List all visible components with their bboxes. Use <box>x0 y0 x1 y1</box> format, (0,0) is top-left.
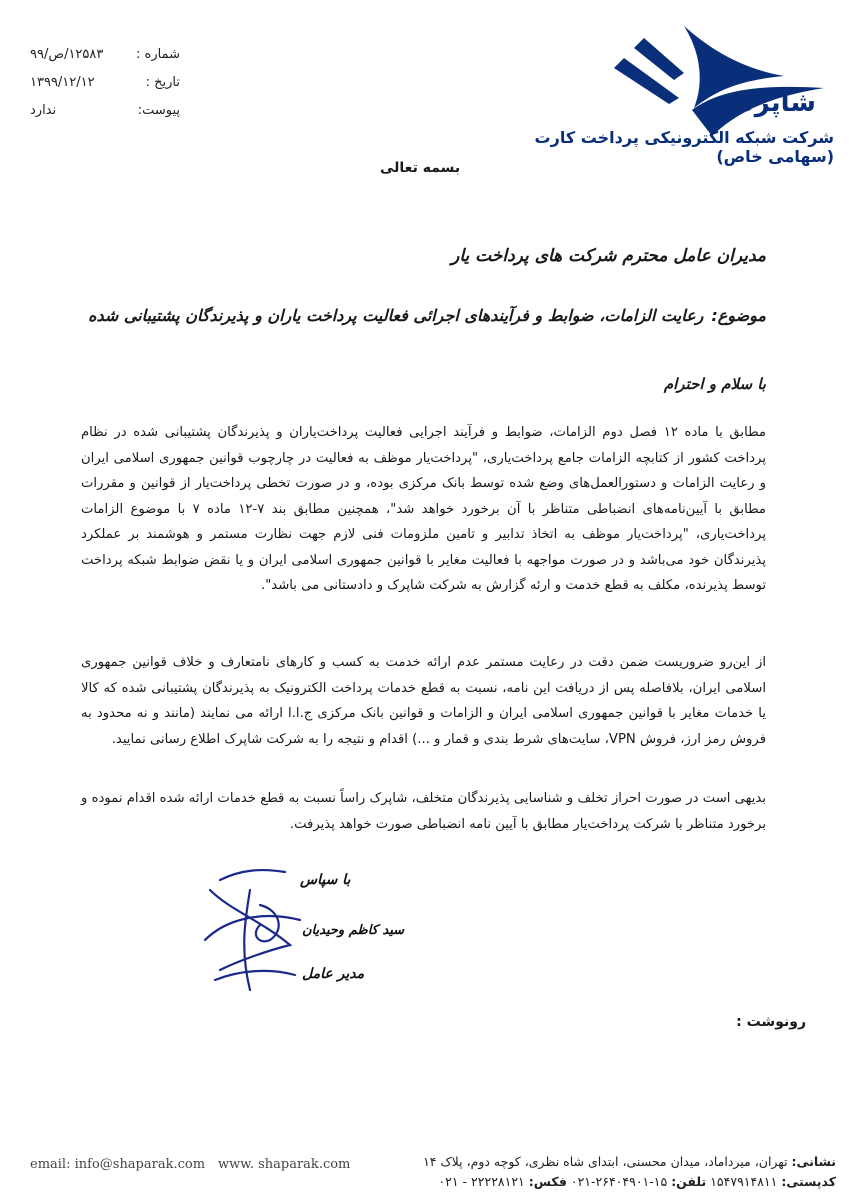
attachment-value: ندارد <box>30 102 57 118</box>
footer-address <box>366 1152 836 1192</box>
company-name: شرکت شبکه الکترونیکی پرداخت کارت (سهامی خاص) <box>534 128 834 166</box>
address-label: نشانی: <box>791 1154 836 1169</box>
meta-date <box>30 68 180 96</box>
fax-value: ۲۲۲۲۸۱۲۱ - ۰۲۱ <box>438 1174 525 1189</box>
footer-email[interactable]: email: info@shaparak.com <box>30 1157 206 1172</box>
fax-label: فکس: <box>528 1174 567 1189</box>
signature-line-2: سید کاظم وحیدیان <box>302 923 405 938</box>
signature-image <box>190 850 405 1000</box>
bismillah: بسمه تعالی <box>380 160 461 176</box>
address-line <box>366 1152 836 1172</box>
paragraph-1: مطابق با ماده ۱۲ فصل دوم الزامات، ضوابط و فرآیند اجرایی فعالیت پرداخت‌یاران و پذیرندگان پشتیبانی شده در نظام پرداخت کشور از کتابچه الزامات جامع پرداخت‌یاری، "پرداخت‌یار موظف به فعالیت در چارچوب قوانین جمهوری اسلامی ایران و رعایت الزامات و دستورالعمل‌های وضع شده توسط بانک مرکزی بوده، و در صورت تخطی پرداخت‌یار از قوانین و مقررات مطابق با آیین‌نامه‌های انضباطی متناظر با آن برخورد خواهد شد"، همچنین مطابق بند ۷-۱۲ ماده ۷ با موضوع الزامات پرداخت‌یاری، "پرداخت‌یار موظف به اتخاذ تدابیر و تامین ملزومات فنی لازم جهت نظارت مستمر و هوشمند بر عملکرد پذیرندگان خود می‌باشد و در صورت مواجهه با فعالیت مغایر با قوانین جمهوری اسلامی ایران و یا نقض ضوابط شبکه پرداخت توسط پذیرنده، مکلف به قطع خدمت و ارئه گزارش به شرکت شاپرک و دادستانی می باشد". <box>81 425 766 593</box>
footer-website[interactable]: www. shaparak.com <box>218 1157 351 1172</box>
subject-label: موضوع: <box>711 306 766 325</box>
paragraph-2: از این‌رو ضروریست ضمن دقت در رعایت مستمر عدم ارائه خدمت به کسب و کارهای نامتعارف و خلاف قوانین جمهوری اسلامی ایران، بلافاصله پس از دریافت این نامه، نسبت به قطع خدمات پرداخت الکترونیک به پذیرندگان پشتیبانی شده که کالا یا خدمات مغایر با قوانین جمهوری اسلامی ایران و الزامات و قوانین بانک مرکزی ج.ا.ا ارائه می نمایند (مانند و نه محدود به فروش رمز ارز، فروش VPN، سایت‌های شرط بندی و قمار و ...) اقدام و نتیجه را به شرکت شاپرک اطلاع رسانی نمایید. <box>81 655 766 747</box>
subject-line <box>88 306 766 325</box>
letter-meta <box>30 40 180 124</box>
greeting: با سلام و احترام <box>663 375 766 393</box>
phone-label: تلفن: <box>671 1174 707 1189</box>
date-label: تاریخ : <box>145 74 180 90</box>
subject-text: رعایت الزامات، ضوابط و فرآیندهای اجرائی فعالیت پرداخت یاران و پذیرندگان پشتیبانی شده <box>88 306 704 325</box>
postal-value: ۱۵۴۷۹۱۴۸۱۱ <box>710 1174 778 1189</box>
number-value: ۱۲۵۸۳/ص/۹۹ <box>30 46 104 62</box>
meta-number <box>30 40 180 68</box>
logo-name: شاپرک <box>728 88 816 118</box>
phone-value: ۱۵-۲۶۴۰۴۹۰۱-۰۲۱ <box>570 1174 668 1189</box>
date-value: ۱۳۹۹/۱۲/۱۲ <box>30 74 95 90</box>
attachment-label: پیوست: <box>137 102 180 118</box>
address-value: تهران، میرداماد، میدان محسنی، ابتدای شاه نظری، کوچه دوم، پلاک ۱۴ <box>423 1154 788 1169</box>
paragraph-3: بدیهی است در صورت احراز تخلف و شناسایی پذیرندگان متخلف، شاپرک راساً نسبت به قطع خدمات ارائه شده اقدام نموده و برخورد متناظر با شرکت پرداخت‌یار مطابق با آیین نامه انضباطی صورت خواهد پذیرفت. <box>81 791 766 832</box>
signature-line-1: با سپاس <box>300 872 351 888</box>
number-label: شماره : <box>136 46 180 62</box>
copy-label: رونوشت : <box>736 1014 806 1030</box>
postal-label: کدپستی: <box>781 1174 836 1189</box>
signature-line-3: مدیر عامل <box>302 966 365 982</box>
meta-attachment <box>30 96 180 124</box>
addressee: مدیران عامل محترم شرکت های پرداخت یار <box>451 246 766 266</box>
contact-line <box>366 1172 836 1192</box>
